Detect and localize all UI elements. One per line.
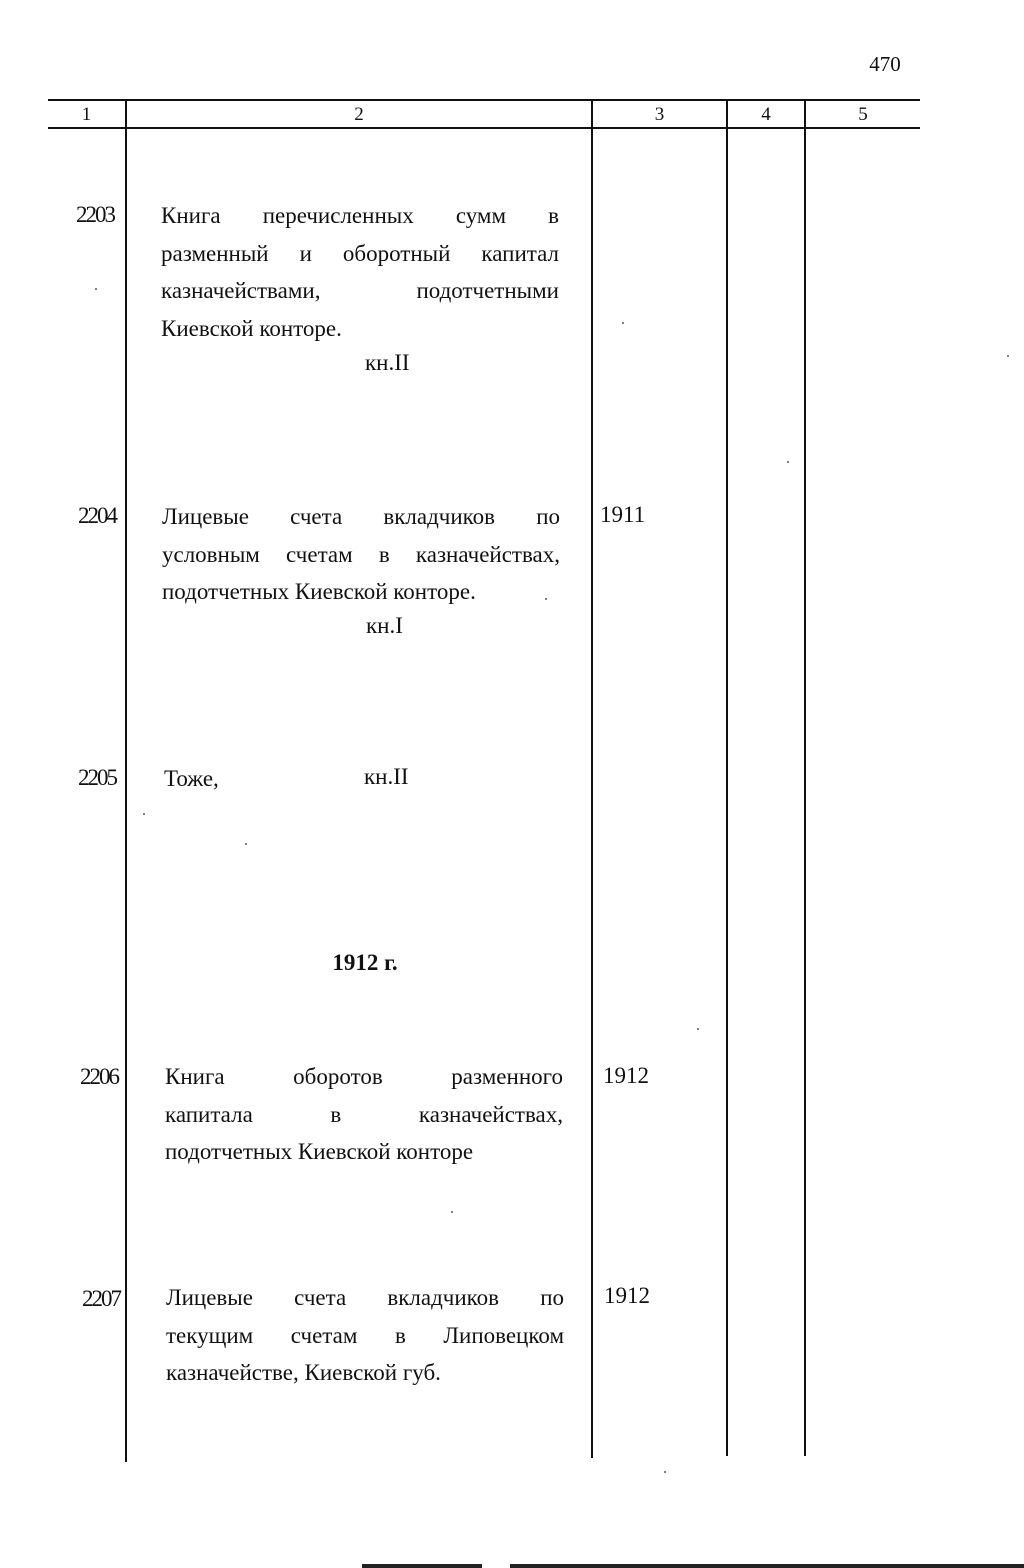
scan-speck (545, 598, 547, 600)
scan-speck (245, 843, 247, 845)
scan-speck (787, 461, 789, 463)
column-header-2: 2 (354, 104, 364, 125)
row-description (162, 498, 560, 611)
row-number: 2206 (80, 1064, 118, 1089)
row-number: 2204 (78, 503, 116, 528)
scan-speck (143, 813, 145, 815)
description-line: Лицевые счета вкладчиков по (166, 1285, 564, 1310)
row-description (165, 1058, 563, 1171)
column-divider-3 (726, 100, 728, 1456)
description-line: Книга перечисленных сумм в (161, 203, 559, 228)
description-line: казначействами, подотчетными (161, 278, 559, 303)
column-header-4: 4 (761, 104, 771, 125)
year-value: 1912 (604, 1283, 650, 1308)
column-header-5: 5 (858, 104, 868, 125)
page-number: 470 (869, 52, 901, 76)
description-line: подотчетных Киевской конторе (165, 1139, 474, 1164)
column-header-1: 1 (81, 104, 92, 125)
scan-bottom-edge (362, 1564, 482, 1568)
table-top-rule (48, 99, 920, 101)
book-label: кн.II (365, 350, 410, 375)
year-value: 1911 (600, 502, 646, 527)
scan-speck (622, 322, 624, 324)
column-header-3: 3 (654, 104, 665, 125)
row-number: 2205 (78, 765, 116, 790)
description-line: подотчетных Киевской конторе. (162, 579, 476, 604)
table-header-rule (48, 127, 920, 129)
section-title: 1912 г. (332, 950, 398, 975)
description-line: Тоже, (164, 766, 219, 791)
row-number: 2203 (76, 202, 114, 227)
row-number: 2207 (82, 1286, 120, 1311)
column-divider-1 (125, 100, 127, 1462)
row-description (161, 197, 559, 347)
book-label: кн.II (364, 764, 409, 789)
description-line: разменный и оборотный капитал (161, 240, 559, 266)
scan-speck (1007, 355, 1009, 357)
description-line: казначействе, Киевской губ. (166, 1360, 441, 1385)
year-value: 1912 (603, 1063, 649, 1088)
row-description (164, 760, 284, 798)
description-line: условным счетам в казначействах, (162, 541, 560, 567)
description-line: Лицевые счета вкладчиков по (162, 504, 560, 529)
column-divider-4 (804, 100, 806, 1456)
scan-speck (95, 288, 97, 290)
scan-speck (664, 1471, 666, 1473)
description-line: текущим счетам в Липовецком (166, 1322, 564, 1348)
column-divider-2 (591, 100, 593, 1458)
description-line: Киевской конторе. (161, 315, 342, 341)
description-line: капитала в казначействах, (165, 1101, 563, 1127)
row-description (166, 1279, 564, 1392)
scan-speck (451, 1211, 453, 1213)
scan-bottom-edge (510, 1564, 1024, 1568)
scan-speck (697, 1028, 699, 1030)
book-label: кн.I (366, 613, 403, 638)
description-line: Книга оборотов разменного (165, 1064, 563, 1089)
